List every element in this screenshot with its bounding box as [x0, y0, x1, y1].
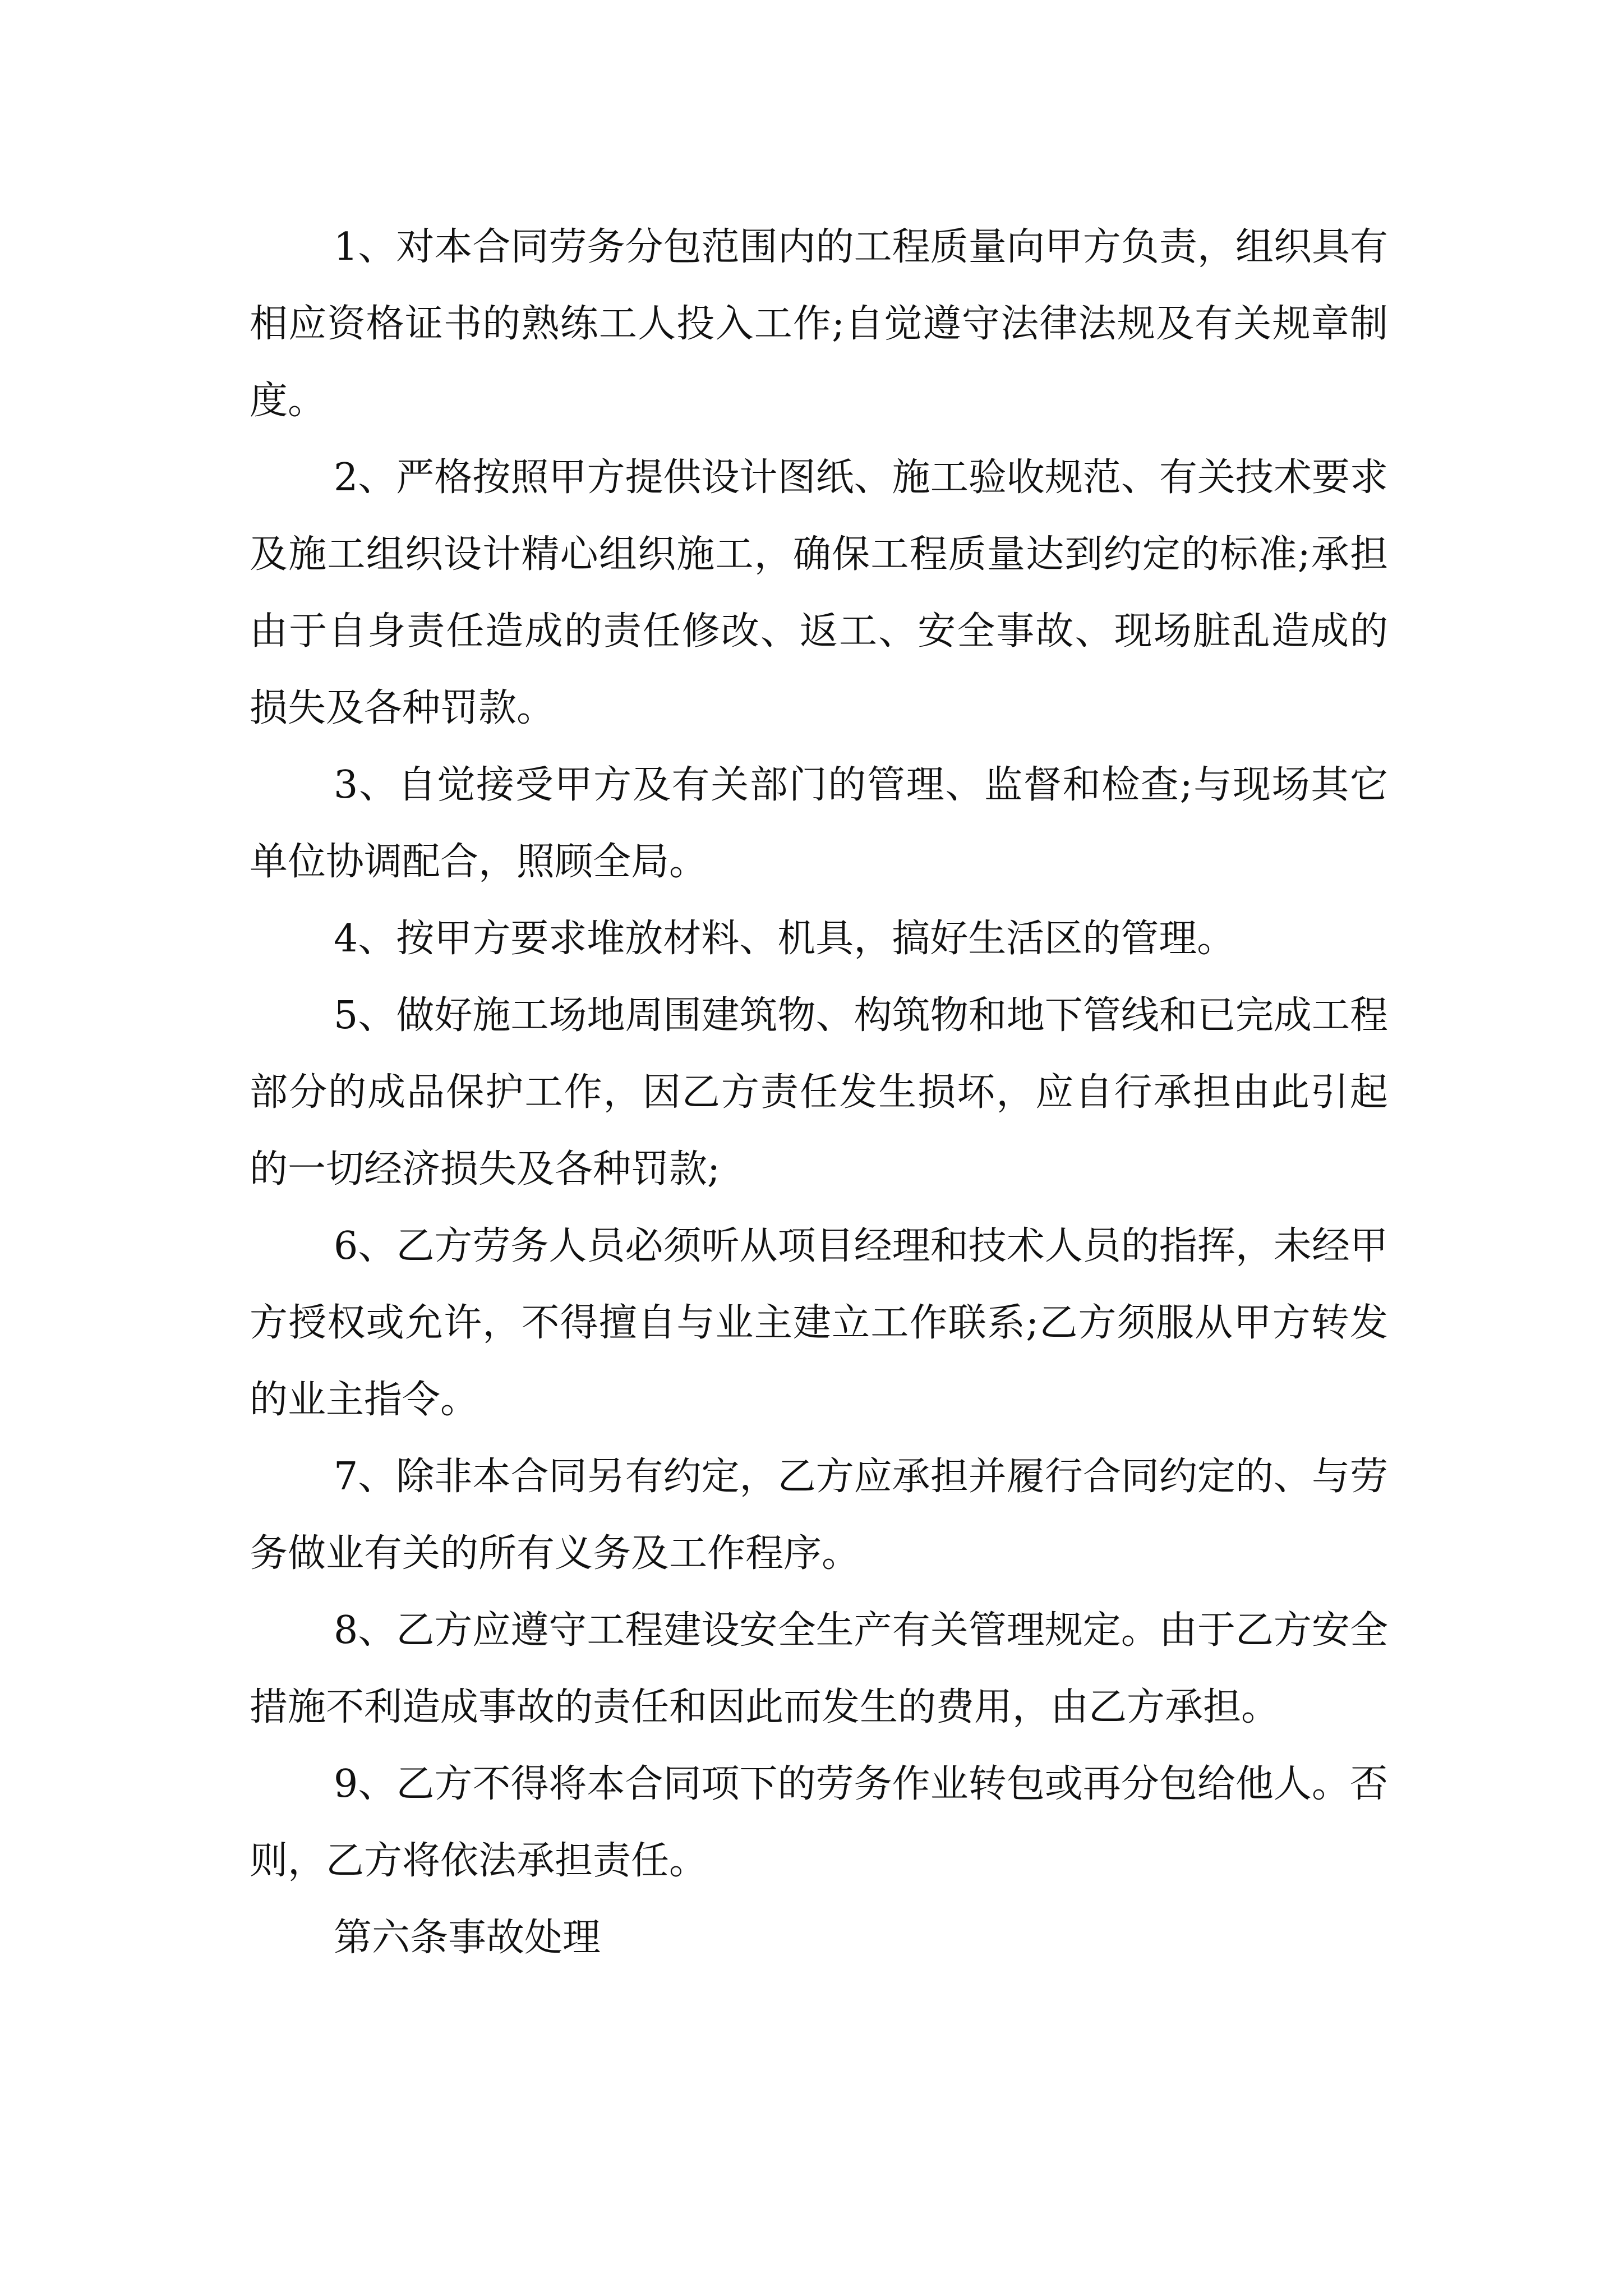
paragraph-3: 3、自觉接受甲方及有关部门的管理、监督和检查;与现场其它单位协调配合，照顾全局。 [250, 763, 1388, 884]
paragraph-8: 8、乙方应遵守工程建设安全生产有关管理规定。由于乙方安全措施不利造成事故的责任和因此而发生的费用，由乙方承担。 [250, 1608, 1388, 1729]
paragraph-2: 2、严格按照甲方提供设计图纸、施工验收规范、有关技术要求及施工组织设计精心组织施工，确保工程质量达到约定的标准;承担由于自身责任造成的责任修改、返工、安全事故、现场脏乱造成的损失及各种罚款。 [250, 455, 1388, 730]
paragraph-1: 1、对本合同劳务分包范围内的工程质量向甲方负责，组织具有相应资格证书的熟练工人投入工作;自觉遵守法律法规及有关规章制度。 [250, 225, 1388, 423]
paragraph-7: 7、除非本合同另有约定，乙方应承担并履行合同约定的、与劳务做业有关的所有义务及工作程序。 [250, 1455, 1388, 1576]
paragraph-9: 9、乙方不得将本合同项下的劳务作业转包或再分包给他人。否则，乙方将依法承担责任。 [250, 1762, 1388, 1883]
paragraph-6: 6、乙方劳务人员必须听从项目经理和技术人员的指挥，未经甲方授权或允许，不得擅自与业主建立工作联系;乙方须服从甲方转发的业主指令。 [250, 1224, 1388, 1422]
paragraph-5: 5、做好施工场地周围建筑物、构筑物和地下管线和已完成工程部分的成品保护工作，因乙方责任发生损坏，应自行承担由此引起的一切经济损失及各种罚款; [250, 993, 1388, 1191]
document-body [250, 209, 1388, 1976]
paragraph-4: 4、按甲方要求堆放材料、机具，搞好生活区的管理。 [334, 917, 1235, 961]
section-heading: 第六条事故处理 [334, 1916, 601, 1960]
